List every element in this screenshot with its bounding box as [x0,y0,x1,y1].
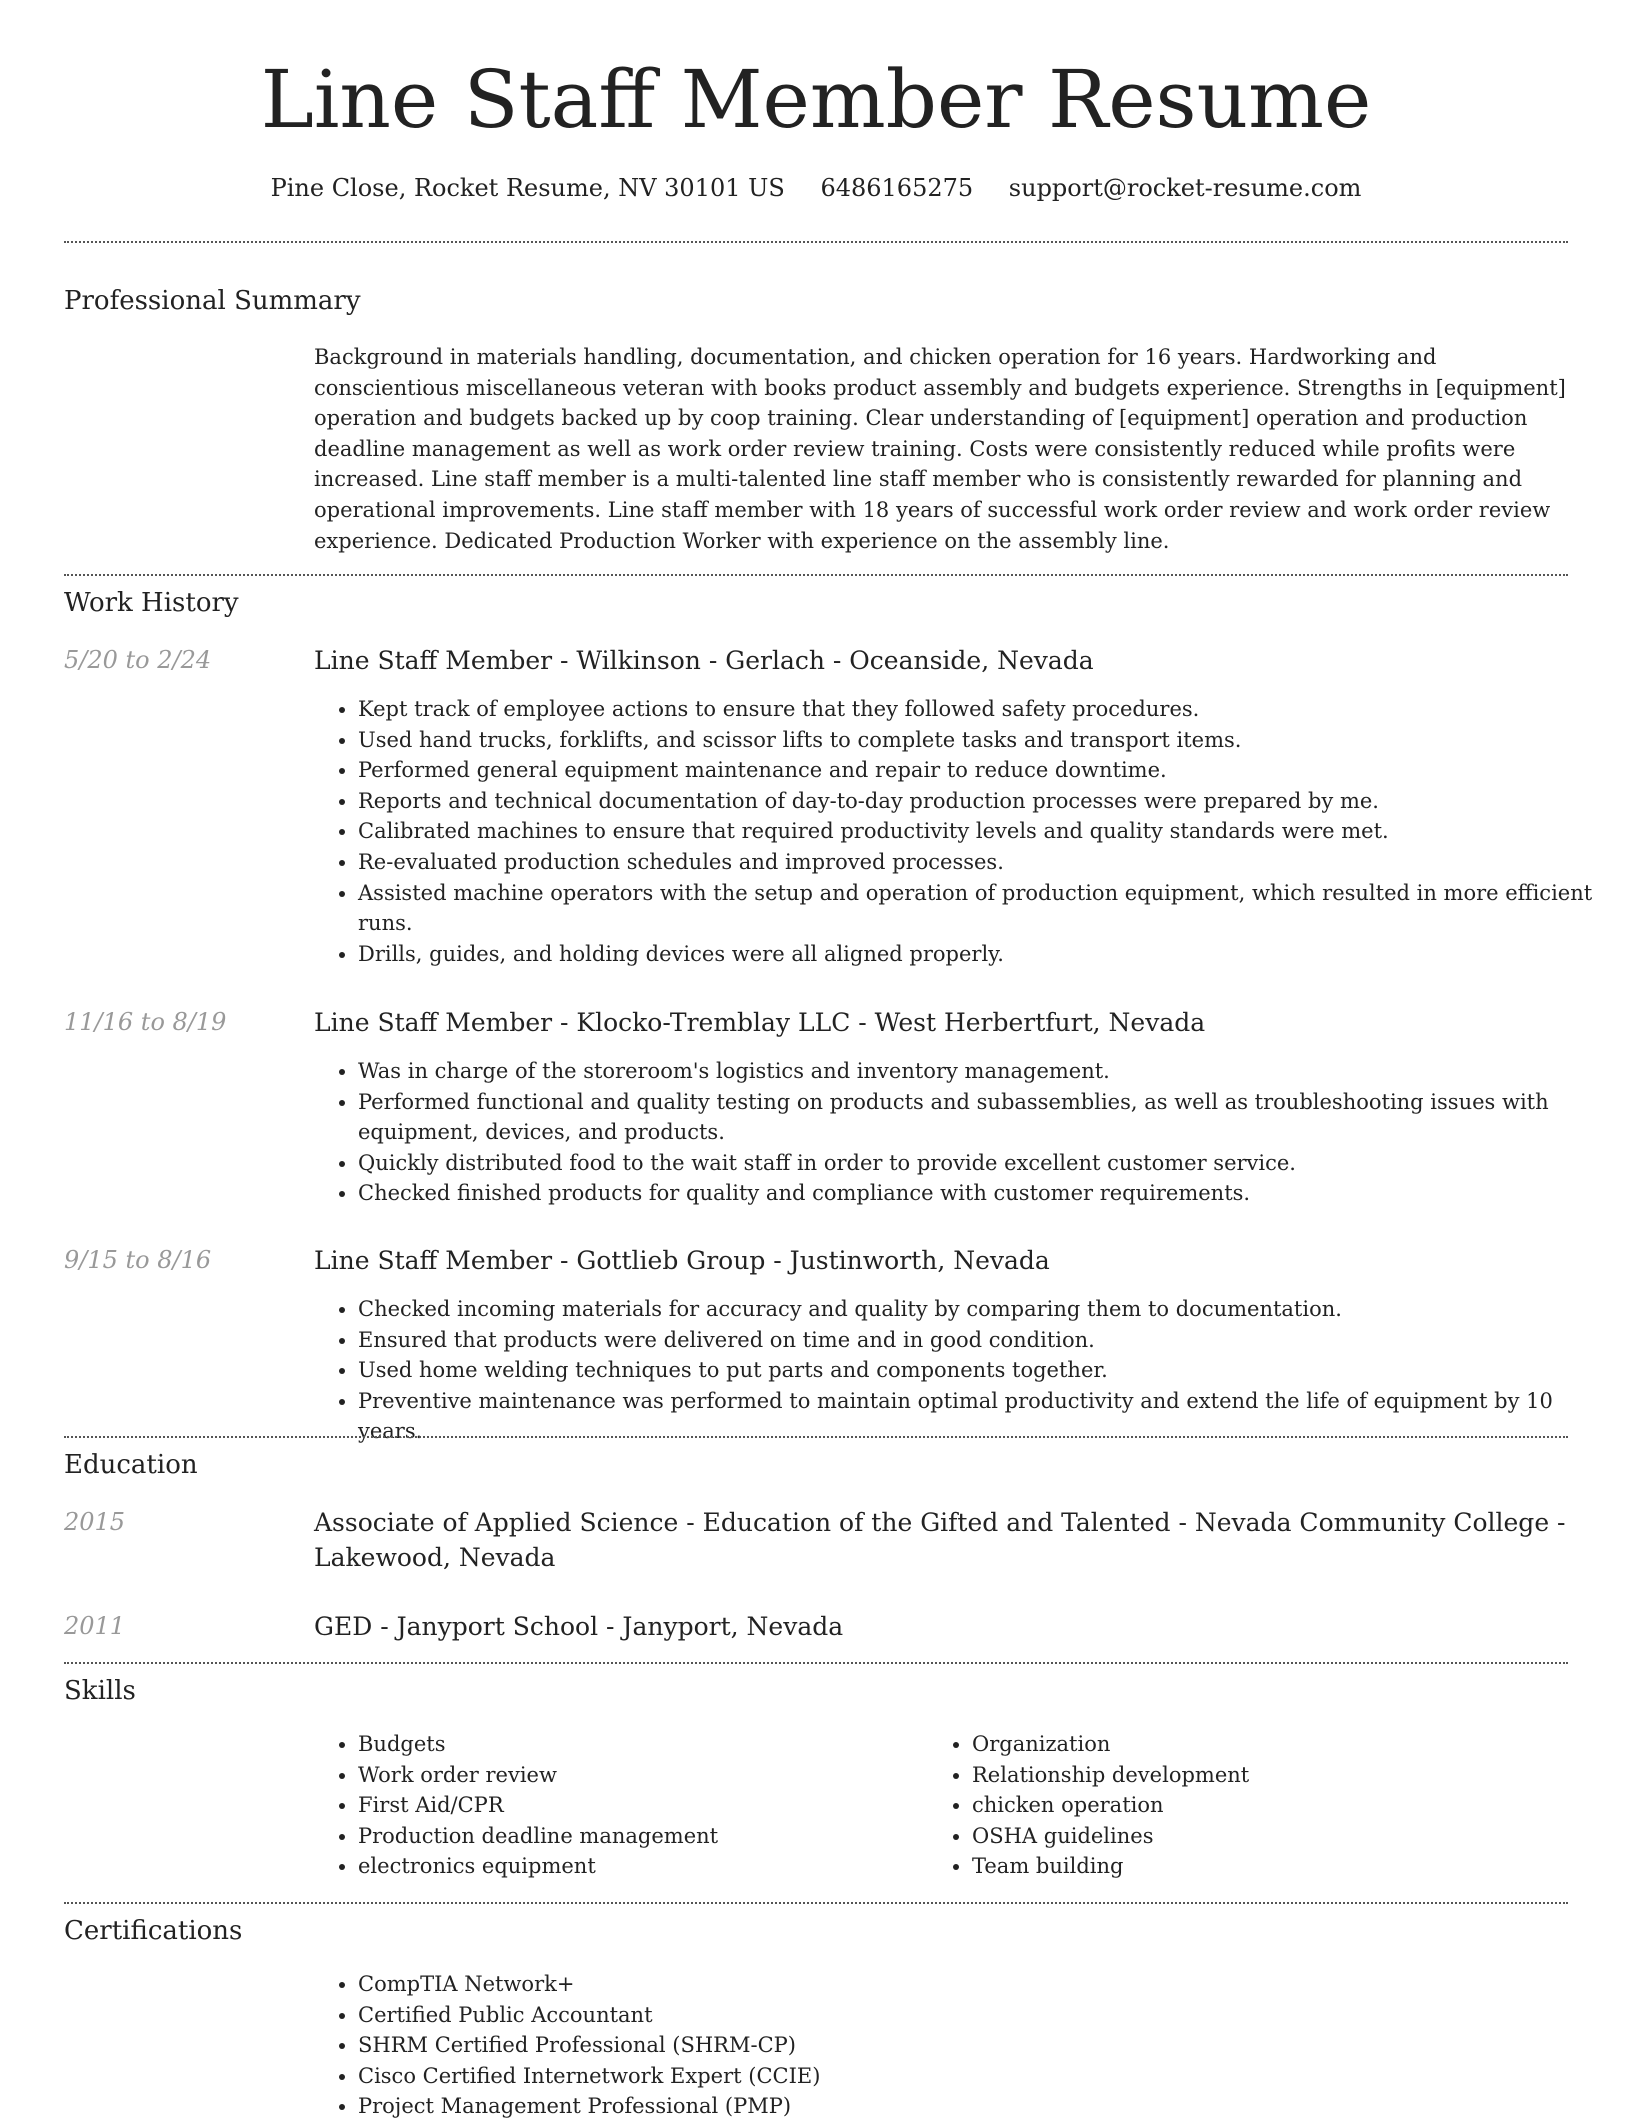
job-bullets [314,1056,1612,1209]
job-title: Line Staff Member - Gottlieb Group - Justinworth, Nevada [314,1246,1050,1275]
divider [64,1662,1568,1664]
list-item: • Production deadline management [358,1821,958,1852]
section-heading-summary: Professional Summary [64,286,361,316]
list-item: • chicken operation [972,1790,1572,1821]
list-item: • First Aid/CPR [358,1790,958,1821]
list-item: • Preventive maintenance was performed to maintain optimal productivity and extend the life of equipment by 10 years. [358,1386,1612,1447]
list-item: • Used hand trucks, forklifts, and scissor lifts to complete tasks and transport items. [358,725,1612,756]
job-bullets [314,1294,1612,1447]
list-item: • Work order review [358,1760,958,1791]
contact-line [0,170,1632,206]
job-title: Line Staff Member - Wilkinson - Gerlach - Oceanside, Nevada [314,646,1094,675]
job-bullets [314,694,1612,969]
list-item: • Ensured that products were delivered on time and in good condition. [358,1325,1612,1356]
contact-address: Pine Close, Rocket Resume, NV 30101 US [270,174,785,202]
section-heading-certifications: Certifications [64,1916,243,1946]
list-item: • Performed general equipment maintenance and repair to reduce downtime. [358,755,1612,786]
list-item: • Assisted machine operators with the setup and operation of production equipment, which resulted in more efficient runs. [358,878,1612,939]
divider [64,241,1568,243]
job-dates: 11/16 to 8/19 [64,1008,227,1036]
section-heading-work-history: Work History [64,588,239,618]
skills-list-left [314,1729,958,1882]
list-item: • OSHA guidelines [972,1821,1572,1852]
job-dates: 5/20 to 2/24 [64,646,212,674]
list-item: • Relationship development [972,1760,1572,1791]
list-item: • SHRM Certified Professional (SHRM-CP) [358,2030,1612,2061]
education-title: Associate of Applied Science - Education of the Gifted and Talented - Nevada Community College - Lakewood, Nevada [314,1508,1566,1572]
contact-phone: 6486165275 [820,174,974,202]
list-item: • Project Management Professional (PMP) [358,2091,1612,2122]
list-item: • Team building [972,1851,1572,1882]
list-item: • Certified Public Accountant [358,2000,1612,2031]
certifications-list [314,1969,1612,2122]
list-item: • Calibrated machines to ensure that required productivity levels and quality standards were met. [358,816,1612,847]
job-title: Line Staff Member - Klocko-Tremblay LLC - West Herbertfurt, Nevada [314,1008,1206,1037]
section-heading-education: Education [64,1450,198,1480]
list-item: • CompTIA Network+ [358,1969,1612,2000]
list-item: • Kept track of employee actions to ensure that they followed safety procedures. [358,694,1612,725]
list-item: • Re-evaluated production schedules and improved processes. [358,847,1612,878]
education-title: GED - Janyport School - Janyport, Nevada [314,1612,844,1641]
resume-title: Line Staff Member Resume [260,53,1372,146]
list-item: • Budgets [358,1729,958,1760]
contact-email: support@rocket-resume.com [1008,174,1362,202]
skills-list-right [928,1729,1572,1882]
section-heading-skills: Skills [64,1676,136,1706]
job-dates: 9/15 to 8/16 [64,1246,212,1274]
list-item: • Cisco Certified Internetwork Expert (CCIE) [358,2061,1612,2092]
divider [64,1902,1568,1904]
list-item: • Used home welding techniques to put parts and components together. [358,1355,1612,1386]
list-item: • Performed functional and quality testing on products and subassemblies, as well as troubleshooting issues with equipment, devices, and products. [358,1087,1612,1148]
list-item: • Checked finished products for quality and compliance with customer requirements. [358,1178,1612,1209]
list-item: • Was in charge of the storeroom's logistics and inventory management. [358,1056,1612,1087]
divider [64,574,1568,576]
list-item: • Checked incoming materials for accuracy and quality by comparing them to documentation. [358,1294,1612,1325]
list-item: • Quickly distributed food to the wait staff in order to provide excellent customer service. [358,1148,1612,1179]
list-item: • electronics equipment [358,1851,958,1882]
list-item: • Organization [972,1729,1572,1760]
education-year: 2011 [64,1612,126,1640]
summary-text: Background in materials handling, documentation, and chicken operation for 16 years. Hardworking and conscientious miscellaneous veteran with books product assembly and budgets experience. Strengths in [equipment] operation and budgets backed up by coop training. Clear understanding of [equipment] operation and production deadline management as well as work order review training. Costs were consistently reduced while profits were increased. Line staff member is a multi-talented line staff member who is consistently rewarded for planning and operational improvements. Line staff member with 18 years of successful work order review and work order review experience. Dedicated Production Worker with experience on the assembly line. [314,345,1566,553]
divider [64,1436,1568,1438]
list-item: • Reports and technical documentation of day-to-day production processes were prepared by me. [358,786,1612,817]
education-year: 2015 [64,1508,126,1536]
list-item: • Drills, guides, and holding devices were all aligned properly. [358,939,1612,970]
